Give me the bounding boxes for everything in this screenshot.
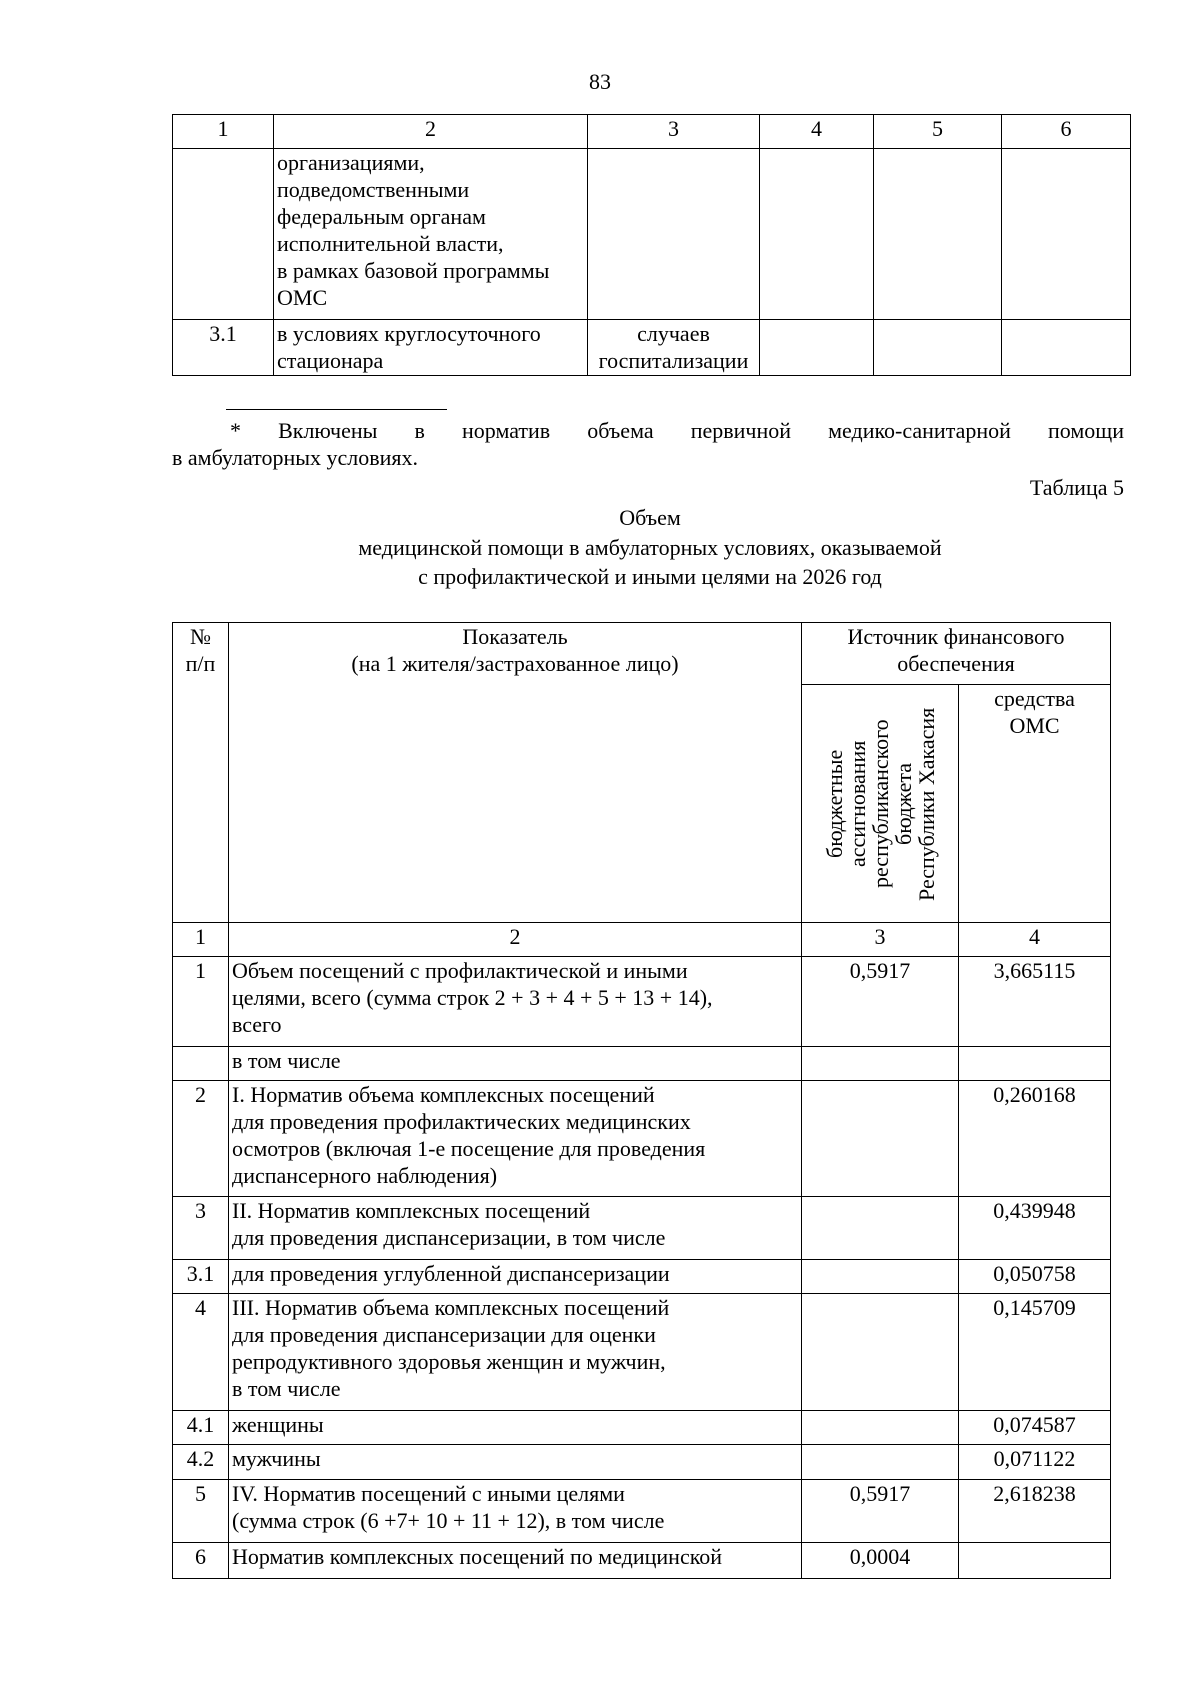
colnum-cell: 4 [959,923,1111,957]
table-row [173,320,1131,376]
table-row [173,1480,1111,1543]
table-row [173,149,1131,320]
footnote-rule [226,409,447,410]
row-name: III. Норматив объема комплексных посещений для проведения диспансеризации для оценки репродуктивного здоровья женщин и мужчин, в том числе [229,1294,802,1411]
continuation-table [172,114,1131,376]
row-number: 1 [173,957,229,1047]
table-row [173,1411,1111,1445]
row-name: I. Норматив объема комплексных посещений для проведения профилактических медицинских осмотров (включая 1-е посещение для проведения диспансерного наблюдения) [229,1081,802,1197]
table-row [173,1047,1111,1081]
row-number [173,149,274,320]
row-cell [874,149,1002,320]
row-number: 4 [173,1294,229,1411]
row-budget: 0,5917 [802,957,959,1047]
row-oms: 0,071122 [959,1445,1111,1480]
table-row [173,1197,1111,1260]
row-cell [760,320,874,376]
row-oms: 0,074587 [959,1411,1111,1445]
row-number: 4.2 [173,1445,229,1480]
table-row [173,1294,1111,1411]
row-number: 3 [173,1197,229,1260]
table-title-line-3: с профилактической и иными целями на 2026 год [418,564,882,589]
row-cell [874,320,1002,376]
row-budget [802,1445,959,1480]
row-name: в том числе [229,1047,802,1081]
row-oms: 0,050758 [959,1260,1111,1294]
colnum-row [173,923,1111,957]
footnote-line-2: в амбулаторных условиях. [172,445,419,470]
table-row [173,957,1111,1047]
row-name: для проведения углубленной диспансеризации [229,1260,802,1294]
row-budget: 0,0004 [802,1543,959,1579]
row-name: II. Норматив комплексных посещений для проведения диспансеризации, в том числе [229,1197,802,1260]
header-cell: 6 [1002,115,1131,149]
row-unit [588,149,760,320]
row-number: 3.1 [173,1260,229,1294]
header-oms: средства ОМС [959,685,1111,923]
row-oms [959,1047,1111,1081]
table-row [173,1260,1111,1294]
header-num: № п/п [173,623,229,923]
table-5 [172,622,1111,1579]
footnote-line-1: * Включены в норматив объема первичной медико-санитарной помощи [230,418,1124,443]
row-number: 2 [173,1081,229,1197]
header-cell: 3 [588,115,760,149]
table-title-line-2: медицинской помощи в амбулаторных условиях, оказываемой [358,535,942,560]
row-oms: 0,260168 [959,1081,1111,1197]
colnum-cell: 1 [173,923,229,957]
header-cell: 2 [274,115,588,149]
row-name: мужчины [229,1445,802,1480]
colnum-cell: 3 [802,923,959,957]
row-budget [802,1260,959,1294]
row-budget [802,1081,959,1197]
header-source: Источник финансового обеспечения [802,623,1111,685]
row-budget [802,1294,959,1411]
row-name: IV. Норматив посещений с иными целями (сумма строк (6 +7+ 10 + 11 + 12), в том числе [229,1480,802,1543]
table-title-line-1: Объем [619,505,681,530]
table-row [173,1543,1111,1579]
header-budget-cell [802,685,959,923]
page-number: 83 [589,69,611,94]
row-name: организациями, подведомственными федеральным органам исполнительной власти, в рамках базовой программы ОМС [274,149,588,320]
row-oms: 0,145709 [959,1294,1111,1411]
row-number [173,1047,229,1081]
row-cell [1002,320,1131,376]
header-budget: бюджетные ассигнования республиканского бюджета Республики Хакасия [821,706,939,901]
header-cell: 4 [760,115,874,149]
row-oms [959,1543,1111,1579]
row-number: 5 [173,1480,229,1543]
header-row [173,623,1111,685]
row-name: в условиях круглосуточного стационара [274,320,588,376]
row-cell [1002,149,1131,320]
row-oms: 3,665115 [959,957,1111,1047]
row-oms: 0,439948 [959,1197,1111,1260]
row-budget [802,1411,959,1445]
row-budget [802,1197,959,1260]
row-number: 4.1 [173,1411,229,1445]
continuation-header-row [173,115,1131,149]
table-row [173,1081,1111,1197]
row-name: Норматив комплексных посещений по медицинской [229,1543,802,1579]
row-number: 6 [173,1543,229,1579]
row-cell [760,149,874,320]
row-budget: 0,5917 [802,1480,959,1543]
table-row [173,1445,1111,1480]
table-label: Таблица 5 [1029,475,1124,500]
header-indicator: Показатель (на 1 жителя/застрахованное лицо) [229,623,802,923]
row-number: 3.1 [173,320,274,376]
row-oms: 2,618238 [959,1480,1111,1543]
header-cell: 5 [874,115,1002,149]
row-name: Объем посещений с профилактической и иными целями, всего (сумма строк 2 + 3 + 4 + 5 + 13 + 14), всего [229,957,802,1047]
row-name: женщины [229,1411,802,1445]
row-unit: случаев госпитализации [588,320,760,376]
colnum-cell: 2 [229,923,802,957]
row-budget [802,1047,959,1081]
header-cell: 1 [173,115,274,149]
